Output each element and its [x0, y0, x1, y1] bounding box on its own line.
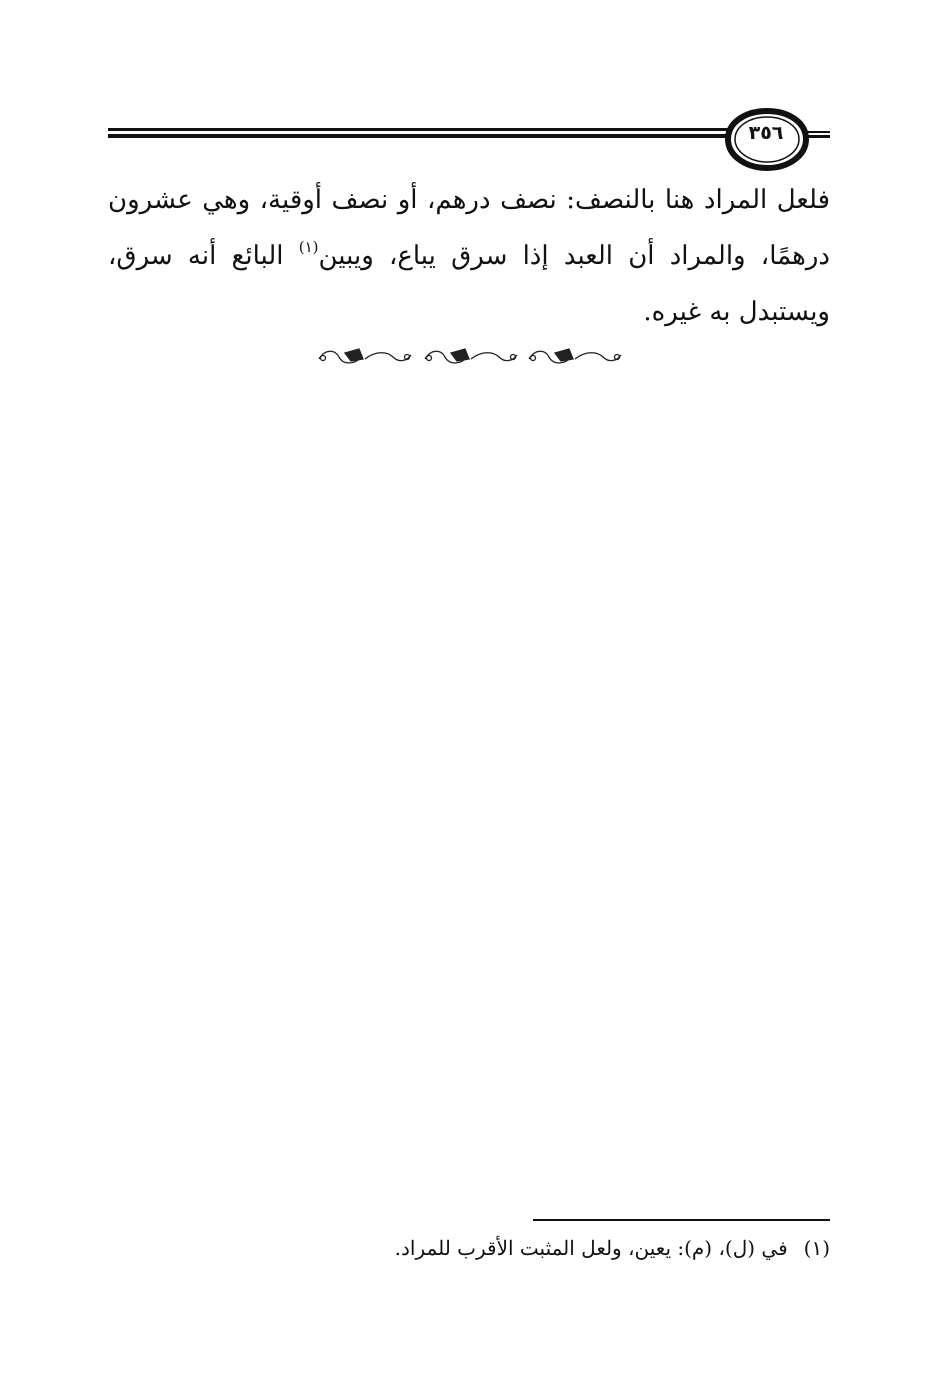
ornament-unit-2 [425, 349, 517, 363]
body-paragraph [108, 172, 830, 340]
footnote-number: (١) [803, 1236, 830, 1260]
header-rule-line-bottom [108, 134, 728, 138]
header-rule-line-top [108, 128, 728, 131]
page-number: ٣٥٦ [748, 122, 784, 144]
footnote-reference[interactable]: (١) [298, 238, 319, 256]
footnote-text: في (ل)، (م): يعين، ولعل المثبت الأقرب للمراد. [394, 1236, 788, 1260]
body-text-part1: فلعل المراد هنا بالنصف: نصف درهم، أو نصف أوقية، وهي عشرون درهمًا، والمراد أن العبد إذا سرق يباع، ويبين [108, 185, 830, 271]
footnote-separator [533, 1219, 830, 1221]
footnote-item [300, 1233, 830, 1263]
ornament-unit-3 [529, 349, 621, 363]
header-rule [108, 128, 728, 140]
ornament-unit-1 [319, 349, 411, 363]
section-divider-ornament [315, 345, 627, 369]
body-text-part2: البائع أنه سرق، ويستبدل به غيره. [108, 241, 830, 327]
